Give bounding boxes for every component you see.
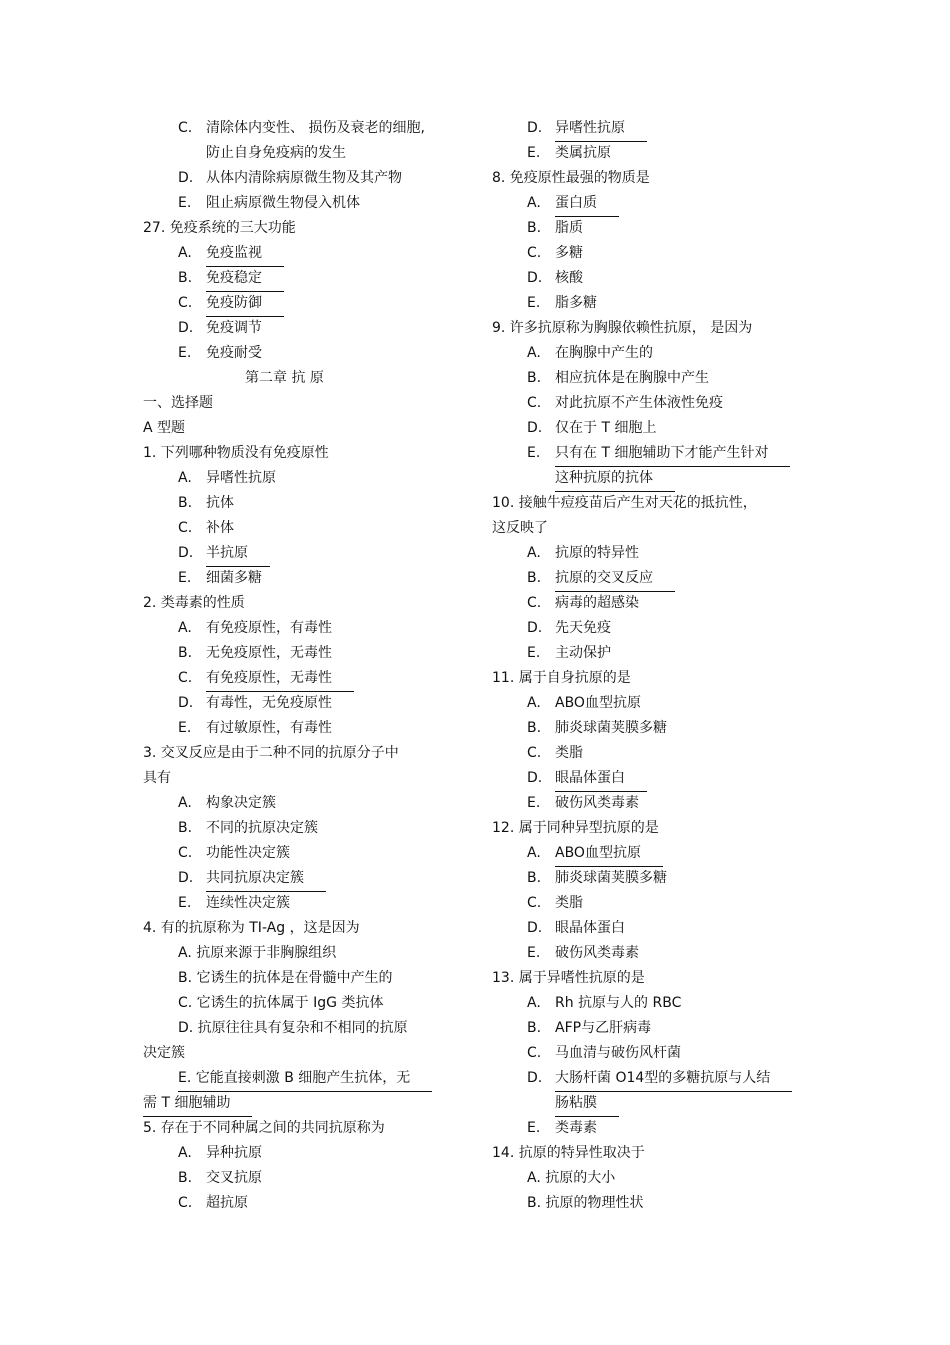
option-line [492, 641, 822, 666]
option-text: 仅在于 T 细胞上 [555, 420, 657, 436]
option-letter: C. [527, 595, 542, 611]
option-continuation [492, 1091, 822, 1116]
option-letter: E. [178, 720, 192, 736]
option-line [143, 716, 473, 741]
option-text: 破伤风类毒素 [555, 795, 639, 811]
option-text: AFP与乙肝病毒 [555, 1020, 652, 1036]
option-letter: C. [527, 395, 542, 411]
answer-text: 半抗原 [206, 541, 270, 567]
option-letter: D. [527, 270, 543, 286]
option-letter: E. [527, 295, 541, 311]
option-letter: E. [178, 570, 192, 586]
option-letter: B. [178, 1170, 193, 1186]
option-letter: C. [178, 845, 193, 861]
option-line [143, 241, 473, 266]
option-letter: E. [527, 145, 541, 161]
option-letter: D. [527, 1070, 543, 1086]
option-text: A. 抗原来源于非胸腺组织 [178, 945, 337, 961]
option-line [143, 316, 473, 341]
option-line [143, 791, 473, 816]
option-continuation [492, 466, 822, 491]
option-line [492, 1166, 822, 1191]
question-line: 3. 交叉反应是由于二种不同的抗原分子中 [143, 745, 399, 761]
option-letter: E. [527, 445, 541, 461]
option-letter: B. [527, 870, 542, 886]
option-line [143, 291, 473, 316]
option-letter: A. [527, 995, 541, 1011]
option-letter: E. [527, 645, 541, 661]
option-letter: E. [178, 895, 192, 911]
question-line: 27. 免疫系统的三大功能 [143, 220, 296, 236]
question-line: 5. 存在于不同种属之间的共同抗原称为 [143, 1120, 385, 1136]
option-text: 有免疫原性，有毒性 [206, 620, 332, 636]
option-letter: D. [527, 420, 543, 436]
option-line [143, 616, 473, 641]
option-text: 异种抗原 [206, 1145, 262, 1161]
option-text: 构象决定簇 [206, 795, 276, 811]
option-text: 防止自身免疫病的发生 [206, 145, 346, 161]
option-text: 肺炎球菌荚膜多糖 [555, 720, 667, 736]
option-line [143, 941, 473, 966]
answer-text: 免疫稳定 [206, 266, 284, 292]
option-letter: E. [178, 345, 192, 361]
option-letter: D. [527, 770, 543, 786]
option-line [492, 341, 822, 366]
option-text: 无免疫原性，无毒性 [206, 645, 332, 661]
option-letter: A. [178, 470, 192, 486]
option-text: C. 它诱生的抗体属于 IgG 类抗体 [178, 995, 384, 1011]
option-text: ABO血型抗原 [555, 695, 641, 711]
option-line [492, 216, 822, 241]
option-letter: B. [527, 1020, 542, 1036]
option-line [492, 1116, 822, 1141]
option-line [143, 816, 473, 841]
option-line [492, 741, 822, 766]
option-letter: E. [527, 945, 541, 961]
option-text: B. 它诱生的抗体是在骨髓中产生的 [178, 970, 393, 986]
option-text: 破伤风类毒素 [555, 945, 639, 961]
option-line [492, 941, 822, 966]
option-letter: C. [178, 670, 193, 686]
option-line [143, 266, 473, 291]
answer-text: 只有在 T 细胞辅助下才能产生针对 [555, 441, 790, 467]
option-line [492, 241, 822, 266]
question-line: 13. 属于异嗜性抗原的是 [492, 970, 645, 986]
option-letter: D. [527, 620, 543, 636]
option-text: 阻止病原微生物侵入机体 [206, 195, 360, 211]
option-line [143, 341, 473, 366]
option-letter: D. [178, 695, 194, 711]
option-letter: B. [527, 570, 542, 586]
option-text: 对此抗原不产生体液性免疫 [555, 395, 723, 411]
option-text: 主动保护 [555, 645, 611, 661]
question-line: 决定簇 [143, 1045, 185, 1061]
option-letter: B. [178, 495, 193, 511]
option-text: 交叉抗原 [206, 1170, 262, 1186]
option-text: 免疫耐受 [206, 345, 262, 361]
question-line: 1. 下列哪种物质没有免疫原性 [143, 445, 329, 461]
answer-continuation [143, 1091, 473, 1116]
option-line [492, 416, 822, 441]
option-line [143, 866, 473, 891]
answer-text: 大肠杆菌 O14型的多糖抗原与人结 [555, 1066, 792, 1092]
question-line: 10. 接触牛痘疫苗后产生对天花的抵抗性， [492, 495, 757, 511]
left-column [143, 116, 473, 1216]
option-letter: B. [178, 270, 193, 286]
option-letter: B. [527, 370, 542, 386]
option-line [492, 891, 822, 916]
option-line [143, 1066, 473, 1091]
option-letter: D. [178, 545, 194, 561]
option-text: A. 抗原的大小 [527, 1170, 616, 1186]
option-line [143, 666, 473, 691]
option-text: 有毒性，无免疫原性 [206, 695, 332, 711]
answer-text: 有免疫原性，无毒性 [206, 666, 354, 692]
option-text: 马血清与破伤风杆菌 [555, 1045, 681, 1061]
answer-text: 抗原的交叉反应 [555, 566, 675, 592]
question-line: 14. 抗原的特异性取决于 [492, 1145, 645, 1161]
question-line: A 型题 [143, 420, 186, 436]
option-letter: A. [527, 195, 541, 211]
option-line [143, 691, 473, 716]
answer-text: E. 它能直接刺激 B 细胞产生抗体，无 [178, 1066, 432, 1092]
option-letter: B. [178, 820, 193, 836]
option-text: B. 抗原的物理性状 [527, 1195, 644, 1211]
option-text: 细菌多糖 [206, 570, 262, 586]
question-line: 2. 类毒素的性质 [143, 595, 245, 611]
option-line [492, 391, 822, 416]
option-line [143, 966, 473, 991]
option-line [492, 916, 822, 941]
option-text: 类属抗原 [555, 145, 611, 161]
option-line [492, 291, 822, 316]
option-letter: B. [178, 645, 193, 661]
option-text: 不同的抗原决定簇 [206, 820, 318, 836]
option-line [492, 716, 822, 741]
option-letter: C. [178, 120, 193, 136]
option-line [143, 191, 473, 216]
option-line [143, 541, 473, 566]
question-line: 11. 属于自身抗原的是 [492, 670, 631, 686]
option-text: 在胸腺中产生的 [555, 345, 653, 361]
option-letter: C. [527, 245, 542, 261]
answer-text: 需 T 细胞辅助 [143, 1091, 252, 1117]
answer-text: ABO血型抗原 [555, 841, 663, 867]
answer-text: 肠粘膜 [555, 1091, 619, 1117]
question-line: 具有 [143, 770, 171, 786]
option-letter: C. [527, 1045, 542, 1061]
option-line [492, 141, 822, 166]
option-letter: A. [178, 1145, 192, 1161]
answer-text: 免疫防御 [206, 291, 284, 317]
option-line [492, 441, 822, 466]
question-line: 8. 免疫原性最强的物质是 [492, 170, 650, 186]
chapter-heading: 第二章 抗 原 [245, 370, 324, 386]
option-text: 病毒的超感染 [555, 595, 639, 611]
option-line [492, 841, 822, 866]
option-text: 脂质 [555, 220, 583, 236]
option-line [492, 991, 822, 1016]
option-letter: A. [527, 545, 541, 561]
option-text: 功能性决定簇 [206, 845, 290, 861]
option-letter: A. [178, 620, 192, 636]
option-text: 超抗原 [206, 1195, 248, 1211]
option-line [143, 1141, 473, 1166]
option-line [492, 766, 822, 791]
option-line [492, 266, 822, 291]
option-line [492, 116, 822, 141]
option-letter: C. [527, 745, 542, 761]
option-line [143, 116, 473, 141]
option-letter: D. [178, 870, 194, 886]
option-text: 脂多糖 [555, 295, 597, 311]
answer-text: 这种抗原的抗体 [555, 466, 675, 492]
option-line [492, 591, 822, 616]
option-text: 类毒素 [555, 1120, 597, 1136]
option-line [492, 691, 822, 716]
option-line [492, 791, 822, 816]
option-text: 从体内清除病原微生物及其产物 [206, 170, 402, 186]
right-column [492, 116, 822, 1216]
option-line [143, 1166, 473, 1191]
option-letter: E. [527, 1120, 541, 1136]
question-line: 这反映了 [492, 520, 548, 536]
option-text: 异嗜性抗原 [206, 470, 276, 486]
option-line [492, 566, 822, 591]
question-line: 4. 有的抗原称为 TI-Ag ，这是因为 [143, 920, 360, 936]
option-line [492, 616, 822, 641]
option-text: 有过敏原性，有毒性 [206, 720, 332, 736]
option-line [143, 641, 473, 666]
option-line [492, 1066, 822, 1091]
option-line [143, 166, 473, 191]
option-text: 连续性决定簇 [206, 895, 290, 911]
option-line [492, 866, 822, 891]
option-text: 核酸 [555, 270, 583, 286]
option-continuation [143, 141, 473, 166]
option-text: Rh 抗原与人的 RBC [555, 995, 682, 1011]
option-line [492, 1016, 822, 1041]
option-line [143, 516, 473, 541]
option-letter: E. [178, 195, 192, 211]
option-letter: A. [527, 845, 541, 861]
option-text: D. 抗原往往具有复杂和不相同的抗原 [178, 1020, 408, 1036]
answer-text: 异嗜性抗原 [555, 116, 647, 142]
option-letter: E. [527, 795, 541, 811]
option-letter: C. [178, 520, 193, 536]
option-letter: D. [527, 920, 543, 936]
option-line [492, 191, 822, 216]
option-text: 免疫调节 [206, 320, 262, 336]
option-letter: A. [178, 795, 192, 811]
option-line [492, 1041, 822, 1066]
option-line [143, 491, 473, 516]
option-line [143, 891, 473, 916]
option-text: 清除体内变性、 损伤及衰老的细胞, [206, 120, 425, 136]
option-letter: C. [178, 295, 193, 311]
option-letter: C. [527, 895, 542, 911]
option-line [143, 1016, 473, 1041]
answer-text: 免疫监视 [206, 241, 284, 267]
option-line [143, 466, 473, 491]
option-line [143, 1191, 473, 1216]
question-line: 12. 属于同种异型抗原的是 [492, 820, 659, 836]
option-letter: D. [178, 320, 194, 336]
answer-text: 共同抗原决定簇 [206, 866, 326, 892]
option-text: 类脂 [555, 895, 583, 911]
option-text: 相应抗体是在胸腺中产生 [555, 370, 709, 386]
option-letter: C. [178, 1195, 193, 1211]
option-letter: A. [178, 245, 192, 261]
option-text: 抗体 [206, 495, 234, 511]
question-line: 一、选择题 [143, 395, 213, 411]
option-text: 补体 [206, 520, 234, 536]
answer-text: 蛋白质 [555, 191, 619, 217]
option-letter: D. [178, 170, 194, 186]
option-line [492, 1191, 822, 1216]
option-text: 肺炎球菌荚膜多糖 [555, 870, 667, 886]
option-line [143, 566, 473, 591]
question-line: 9. 许多抗原称为胸腺依赖性抗原， 是因为 [492, 320, 753, 336]
option-text: 抗原的特异性 [555, 545, 639, 561]
option-line [492, 541, 822, 566]
option-text: 多糖 [555, 245, 583, 261]
option-line [143, 991, 473, 1016]
option-letter: A. [527, 345, 541, 361]
option-text: 眼晶体蛋白 [555, 920, 625, 936]
option-letter: B. [527, 720, 542, 736]
option-text: 先天免疫 [555, 620, 611, 636]
option-letter: A. [527, 695, 541, 711]
answer-text: 眼晶体蛋白 [555, 766, 647, 792]
option-letter: B. [527, 220, 542, 236]
option-line [492, 366, 822, 391]
option-text: 类脂 [555, 745, 583, 761]
option-letter: D. [527, 120, 543, 136]
option-line [143, 841, 473, 866]
